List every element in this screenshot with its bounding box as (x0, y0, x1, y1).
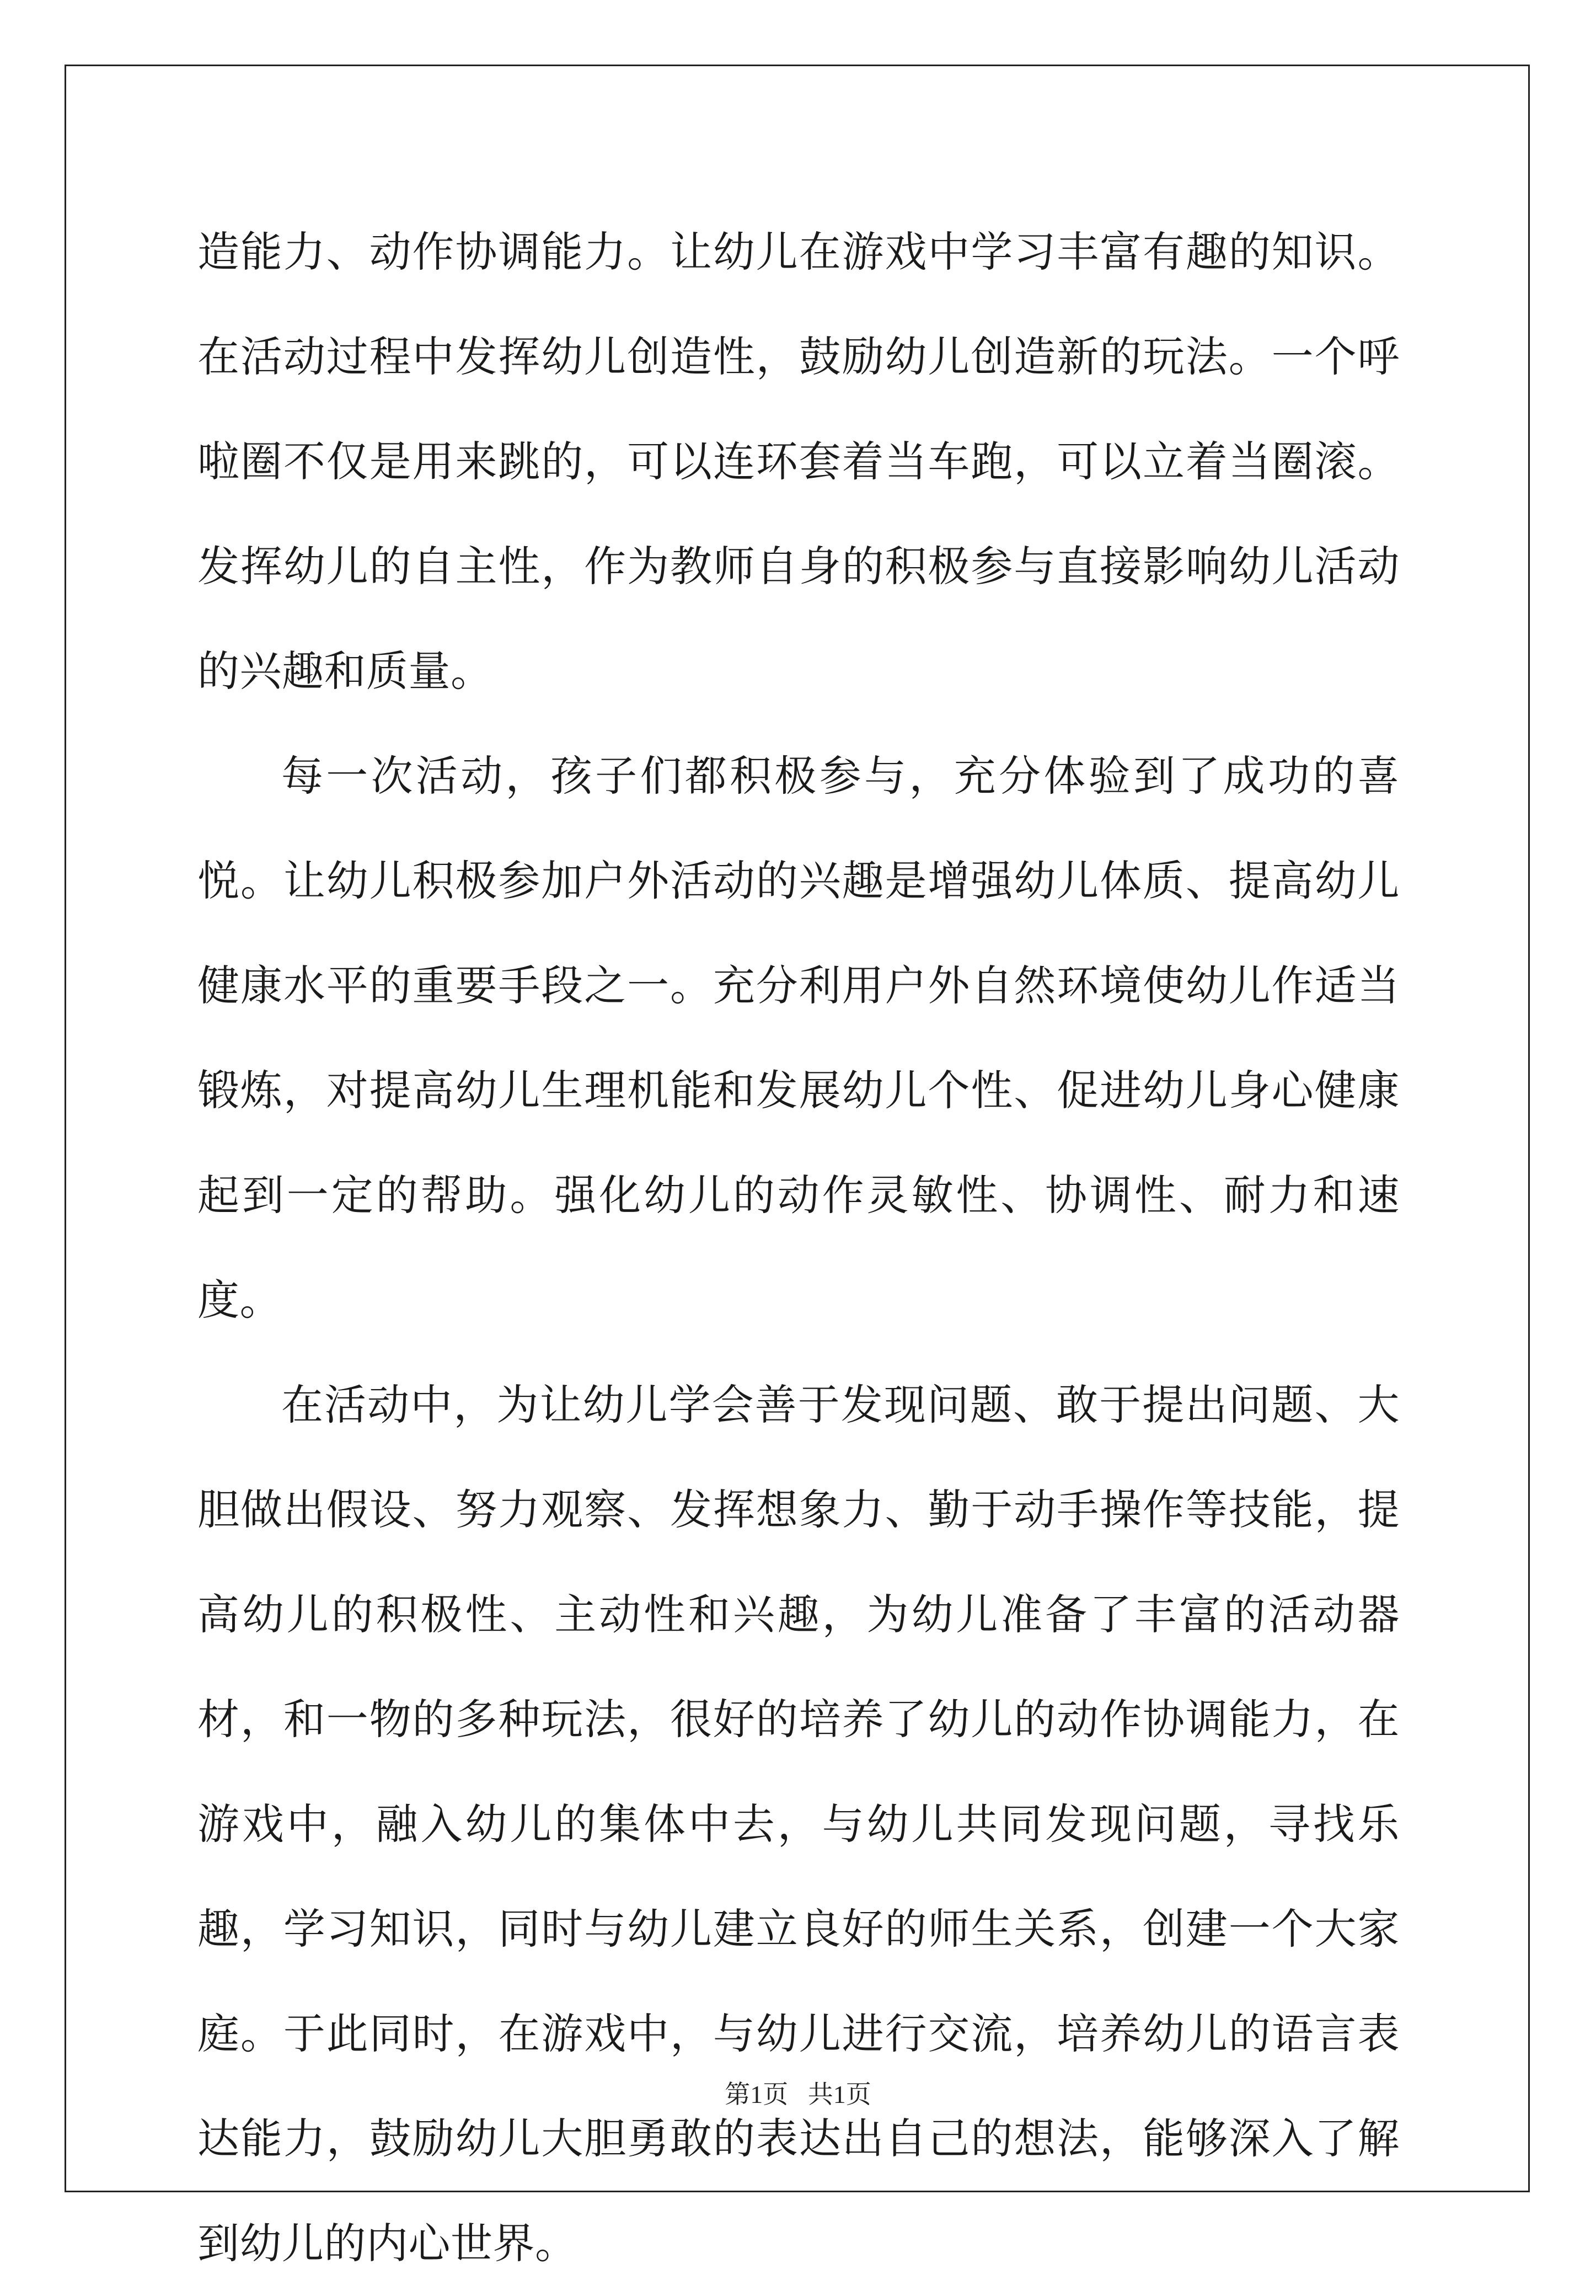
paragraph-2: 每一次活动，孩子们都积极参与，充分体验到了成功的喜悦。让幼儿积极参加户外活动的兴趣是增强幼儿体质、提高幼儿健康水平的重要手段之一。充分利用户外自然环境使幼儿作适当锻炼，对提高幼儿生理机能和发展幼儿个性、促进幼儿身心健康起到一定的帮助。强化幼儿的动作灵敏性、协调性、耐力和速度。 (197, 751, 1400, 1325)
document-body (197, 200, 1400, 2296)
page-number: 第1页 (725, 2080, 789, 2108)
paragraph-3: 在活动中，为让幼儿学会善于发现问题、敢于提出问题、大胆做出假设、努力观察、发挥想象力、勤于动手操作等技能，提高幼儿的积极性、主动性和兴趣，为幼儿准备了丰富的活动器材，和一物的多种玩法，很好的培养了幼儿的动作协调能力，在游戏中，融入幼儿的集体中去，与幼儿共同发现问题，寻找乐趣，学习知识，同时与幼儿建立良好的师生关系，创建一个大家庭。于此同时，在游戏中，与幼儿进行交流，培养幼儿的语言表达能力，鼓励幼儿大胆勇敢的表达出自己的想法，能够深入了解到幼儿的内心世界。 (197, 1380, 1400, 2268)
page-footer (0, 2074, 1596, 2111)
page-total: 共1页 (807, 2080, 871, 2108)
paragraph-1: 造能力、动作协调能力。让幼儿在游戏中学习丰富有趣的知识。在活动过程中发挥幼儿创造性，鼓励幼儿创造新的玩法。一个呼啦圈不仅是用来跳的，可以连环套着当车跑，可以立着当圈滚。发挥幼儿的自主性，作为教师自身的积极参与直接影响幼儿活动的兴趣和质量。 (197, 227, 1400, 696)
